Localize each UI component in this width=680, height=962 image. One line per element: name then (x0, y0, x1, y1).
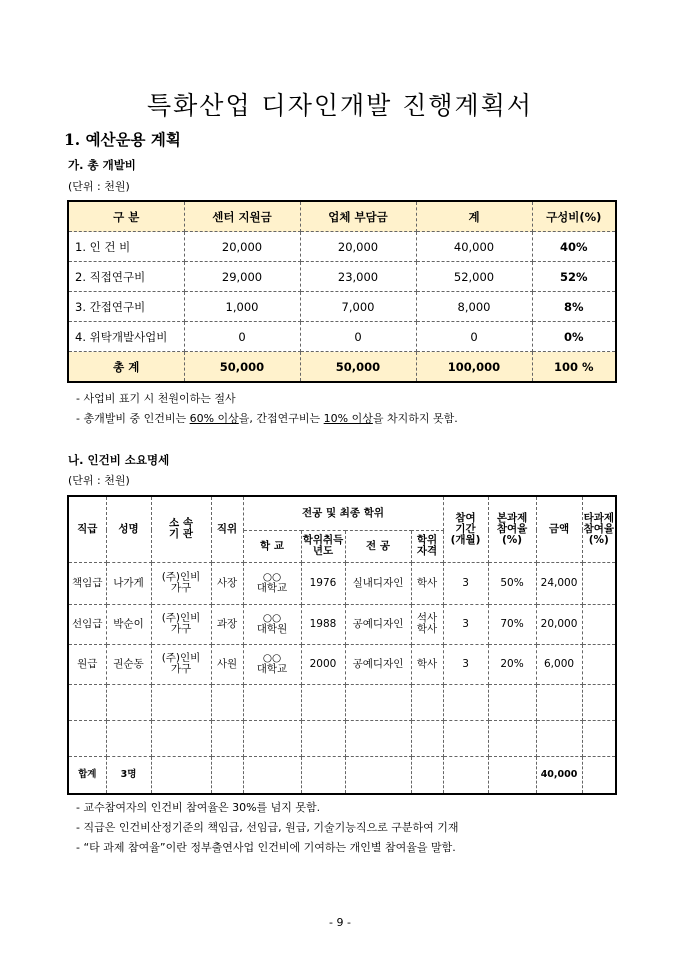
table-cell: 50,000 (300, 352, 416, 383)
table-row (68, 604, 616, 644)
table-cell: 24,000 (536, 562, 582, 604)
row-label: 4. 위탁개발사업비 (68, 322, 184, 352)
header-cell: 본과제 참여율 (%) (488, 496, 536, 562)
table-cell: ○○ 대학교 (243, 644, 301, 684)
table-cell: 20,000 (300, 232, 416, 262)
header-cell: 직위 (211, 496, 243, 562)
table-cell: 공예디자인 (345, 604, 411, 644)
table-cell: 1988 (301, 604, 345, 644)
table-cell: (주)인비 가구 (151, 604, 211, 644)
document-title: 특화산업 디자인개발 진행계획서 (147, 91, 533, 120)
table-cell: 공예디자인 (345, 644, 411, 684)
table-cell: 0% (532, 322, 616, 352)
unit-label: (단위 : 천원) (68, 180, 130, 193)
table-cell: 100 % (532, 352, 616, 383)
table-row (68, 562, 616, 604)
table-cell: 석사 학사 (411, 604, 443, 644)
header-cell: 전 공 (345, 530, 411, 562)
total-label: 합계 (68, 756, 106, 794)
subsection-heading-ga: 가. 총 개발비 (68, 158, 136, 172)
table-header-row (68, 496, 616, 530)
table-cell: 23,000 (300, 262, 416, 292)
table-cell: 8% (532, 292, 616, 322)
table-cell: 나가게 (106, 562, 151, 604)
table-row (68, 292, 616, 322)
table-cell: 20,000 (184, 232, 300, 262)
table-row-empty (68, 684, 616, 720)
table-cell: 100,000 (416, 352, 532, 383)
total-row (68, 352, 616, 383)
table-cell: 책임급 (68, 562, 106, 604)
row-label: 3. 간접연구비 (68, 292, 184, 322)
table-cell: 1976 (301, 562, 345, 604)
header-cell: 학위 자격 (411, 530, 443, 562)
header-cell: 타과제 참여율 (%) (582, 496, 616, 562)
table-cell: 2000 (301, 644, 345, 684)
table-cell: 70% (488, 604, 536, 644)
unit-label: (단위 : 천원) (68, 474, 130, 487)
table-cell: (주)인비 가구 (151, 562, 211, 604)
budget-table (67, 200, 617, 383)
table-cell: 20,000 (536, 604, 582, 644)
table-cell: 29,000 (184, 262, 300, 292)
table-cell: 과장 (211, 604, 243, 644)
table-cell: 실내디자인 (345, 562, 411, 604)
total-count: 3명 (106, 756, 151, 794)
table-cell: (주)인비 가구 (151, 644, 211, 684)
header-cell: 성명 (106, 496, 151, 562)
note: - “타 과제 참여율”이란 정부출연사업 인건비에 기여하는 개인별 참여율을 말함. (76, 841, 456, 854)
table-cell: ○○ 대학교 (243, 562, 301, 604)
header-cell: 직급 (68, 496, 106, 562)
note: - 직급은 인건비산정기준의 책임급, 선임급, 원급, 기술기능직으로 구분하여 기재 (76, 821, 459, 834)
table-cell: 20% (488, 644, 536, 684)
page-number: - 9 - (329, 916, 351, 929)
table-cell: 사장 (211, 562, 243, 604)
header-cell: 금액 (536, 496, 582, 562)
table-row-empty (68, 720, 616, 756)
table-cell: 0 (416, 322, 532, 352)
table-cell: 0 (184, 322, 300, 352)
table-cell (582, 644, 616, 684)
table-cell: 7,000 (300, 292, 416, 322)
header-cell: 참여 기간 (개월) (443, 496, 488, 562)
header-cell: 센터 지원금 (184, 201, 300, 232)
header-cell: 학위취득 년도 (301, 530, 345, 562)
total-amount: 40,000 (536, 756, 582, 794)
total-row (68, 756, 616, 794)
header-cell: 학 교 (243, 530, 301, 562)
row-label: 1. 인 건 비 (68, 232, 184, 262)
table-row (68, 644, 616, 684)
table-row (68, 322, 616, 352)
header-cell: 구 분 (68, 201, 184, 232)
table-cell: 3 (443, 604, 488, 644)
section-heading: 1. 예산운용 계획 (64, 130, 181, 149)
table-cell (582, 562, 616, 604)
table-header-row (68, 201, 616, 232)
table-cell (582, 604, 616, 644)
table-cell: 3 (443, 562, 488, 604)
header-cell: 소 속 기 관 (151, 496, 211, 562)
table-cell: 50% (488, 562, 536, 604)
table-cell: 사원 (211, 644, 243, 684)
table-row (68, 232, 616, 262)
table-cell: 박순이 (106, 604, 151, 644)
table-cell: 원급 (68, 644, 106, 684)
table-cell: 50,000 (184, 352, 300, 383)
subsection-heading-na: 나. 인건비 소요명세 (68, 453, 170, 467)
table-cell: 0 (300, 322, 416, 352)
header-cell: 계 (416, 201, 532, 232)
header-cell: 전공 및 최종 학위 (243, 496, 443, 530)
note: - 교수참여자의 인건비 참여율은 30%를 넘지 못함. (76, 801, 321, 814)
table-cell: 권순동 (106, 644, 151, 684)
note: - 총개발비 중 인건비는 60% 이상을, 간접연구비는 10% 이상을 차지하지 못함. (76, 412, 458, 425)
header-cell: 구성비(%) (532, 201, 616, 232)
table-cell: 52,000 (416, 262, 532, 292)
table-row (68, 262, 616, 292)
table-cell: 8,000 (416, 292, 532, 322)
table-cell: 3 (443, 644, 488, 684)
table-cell: 52% (532, 262, 616, 292)
total-label: 총 계 (68, 352, 184, 383)
table-cell: 40,000 (416, 232, 532, 262)
table-cell: 선임급 (68, 604, 106, 644)
table-cell: 학사 (411, 644, 443, 684)
header-cell: 업체 부담금 (300, 201, 416, 232)
labor-cost-table (67, 495, 617, 795)
table-cell: 6,000 (536, 644, 582, 684)
note: - 사업비 표기 시 천원이하는 절사 (76, 392, 236, 405)
table-cell: 1,000 (184, 292, 300, 322)
table-cell: ○○ 대학원 (243, 604, 301, 644)
table-cell: 학사 (411, 562, 443, 604)
row-label: 2. 직접연구비 (68, 262, 184, 292)
table-cell: 40% (532, 232, 616, 262)
